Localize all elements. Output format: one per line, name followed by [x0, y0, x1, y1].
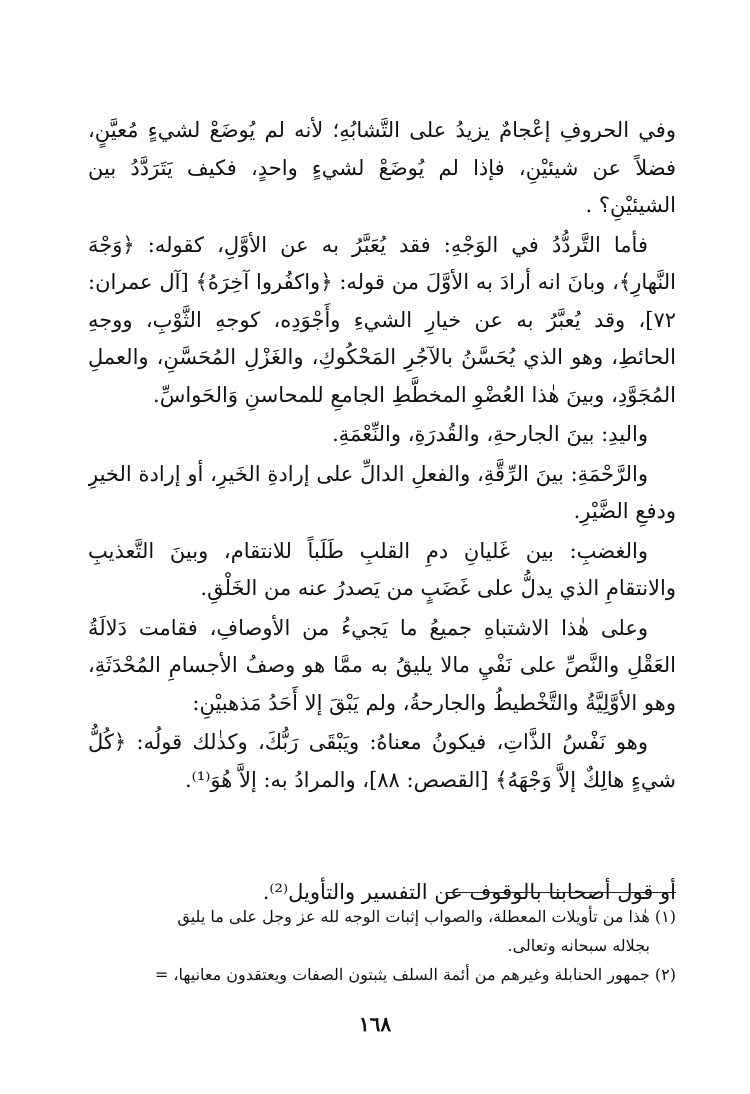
footnote-divider — [446, 892, 676, 893]
footnote-text: جمهور الحنابلة وغيرهم من أئمة السلف يثبتون الصفات ويعتقدون معانيها، = — [154, 965, 650, 984]
footnote-marker: (١) — [654, 907, 676, 926]
footnote-2 — [88, 960, 676, 989]
footnote-text: هٰذا من تأويلات المعطلة، والصواب إثبات الوجه لله عز وجل على ما يليق — [177, 907, 650, 926]
main-text — [88, 112, 676, 874]
paragraph: وهو نَفْسُ الذَّاتِ، فيكونُ معناهُ: ويَبْقَى رَبُّكَ، وكذٰلك قولُه: ﴿كُلُّ شيءٍ هالِكٌ إلاَّ وَجْهَهُ﴾ [القصص: ٨٨]، والمرادُ به: إلاَّ هُوَ⁽¹⁾. — [88, 730, 676, 792]
footnotes — [88, 902, 676, 989]
paragraph: وفي الحروفِ إعْجامٌ يزيدُ على التَّشابُهِ؛ لأنه لم يُوضَعْ لشيءٍ مُعيَّنٍ، فضلاً عن شيئيْنِ، فإذا لم يُوضَعْ لشيءٍ واحدٍ، فكيف يَتَرَدَّدُ بين الشيئيْنِ؟ . — [88, 118, 676, 217]
paragraph: وعلى هٰذا الاشتباهِ جميعُ ما يَجيءُ من الأوصافِ، فقامت دَلالَةُ العَقْلِ والنَّصِّ على نَفْيِ مالا يليقُ به ممَّا هو وصفُ الأجسامِ المُحْدَثَةِ، وهو الأوَّلِيَّةُ والتَّخْطيطُ والجارحةُ، ولم يَبْقَ إلا أَحَدُ مَذهبيْنِ: — [88, 615, 676, 715]
page-body — [88, 112, 676, 984]
footnote-continuation: بجلاله سبحانه وتعالى. — [507, 936, 650, 955]
paragraph: والغضبِ: بين غَليانِ دمِ القلبِ طَلَباً للانتقام، وبينَ التَّعذيبِ والانتقامِ الذي يدلُّ على غَضَبٍ من يَصدرُ عنه من الخَلْقِ. — [88, 538, 676, 600]
page-number: ١٦٨ — [358, 1012, 392, 1036]
paragraph: فأما التَّردُّدُ في الوَجْهِ: فقد يُعَبَّرُ به عن الأوَّلِ، كقوله: ﴿وَجْهَ النَّهارِ﴾، وبانَ انه أرادَ به الأوَّلَ من قوله: ﴿واكفُروا آخِرَهُ﴾ [آل عمران: ٧٢]، وقد يُعبَّرُ به عن خيارِ الشيءِ وأَجْوَدِه، كوجهِ الثَّوْبِ، ووجهِ الحائطِ، وهو الذي يُحَسَّنُ بالآجُرِ المَحْكُوكِ، والغَزْلِ المُحَسَّنِ، والعملِ المُجَوَّدِ، وبينَ هٰذا العُضْوِ المخطَّطِ الجامعِ للمحاسنِ وَالحَواسِّ. — [88, 232, 676, 407]
closing-line: أو قول أصحابنا بالوقوف عن التفسير والتأويل⁽²⁾. — [262, 880, 676, 904]
footnote-marker: (٢) — [654, 965, 676, 984]
paragraph: واليدِ: بينَ الجارحةِ، والقُدرَةِ، والنِّعْمَةِ. — [332, 422, 648, 446]
footnote-1 — [88, 902, 676, 960]
paragraph: والرَّحْمَةِ: بينَ الرِّقَّةِ، والفعلِ الدالِّ على إرادةِ الخَيرِ، أو إرادة الخيرِ ودفعِ الضَّيْرِ. — [88, 461, 676, 523]
